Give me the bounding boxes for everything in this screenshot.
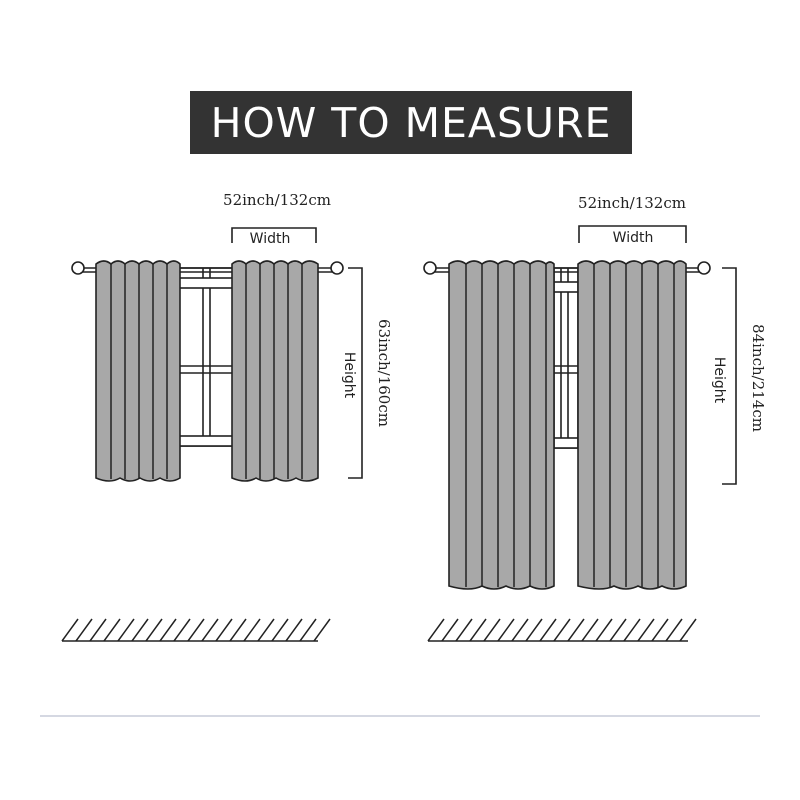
short-width-dimension [223,191,331,247]
short-curtain-left-panel [96,261,180,481]
long-curtain-right-panel [578,261,686,589]
short-height-label: Height [341,351,357,399]
short-height-value: 63inch/160cm [375,319,393,427]
long-floor [428,619,696,641]
long-curtain-left-panel [449,261,554,589]
short-height-dimension [341,268,393,478]
long-height-value: 84inch/214cm [749,324,767,432]
long-width-value: 52inch/132cm [578,194,686,212]
short-floor [62,619,330,641]
short-window [174,268,238,446]
long-width-label: Width [612,230,654,246]
short-curtain-illustration [62,191,393,641]
short-width-label: Width [249,231,291,247]
long-curtain-illustration [424,194,767,641]
long-width-dimension [578,194,686,246]
short-curtain-right-panel [232,261,318,481]
short-width-value: 52inch/132cm [223,191,331,209]
page-title: HOW TO MEASURE [210,98,612,147]
long-height-dimension [711,268,767,484]
long-height-label: Height [711,356,727,404]
long-window [554,268,578,448]
